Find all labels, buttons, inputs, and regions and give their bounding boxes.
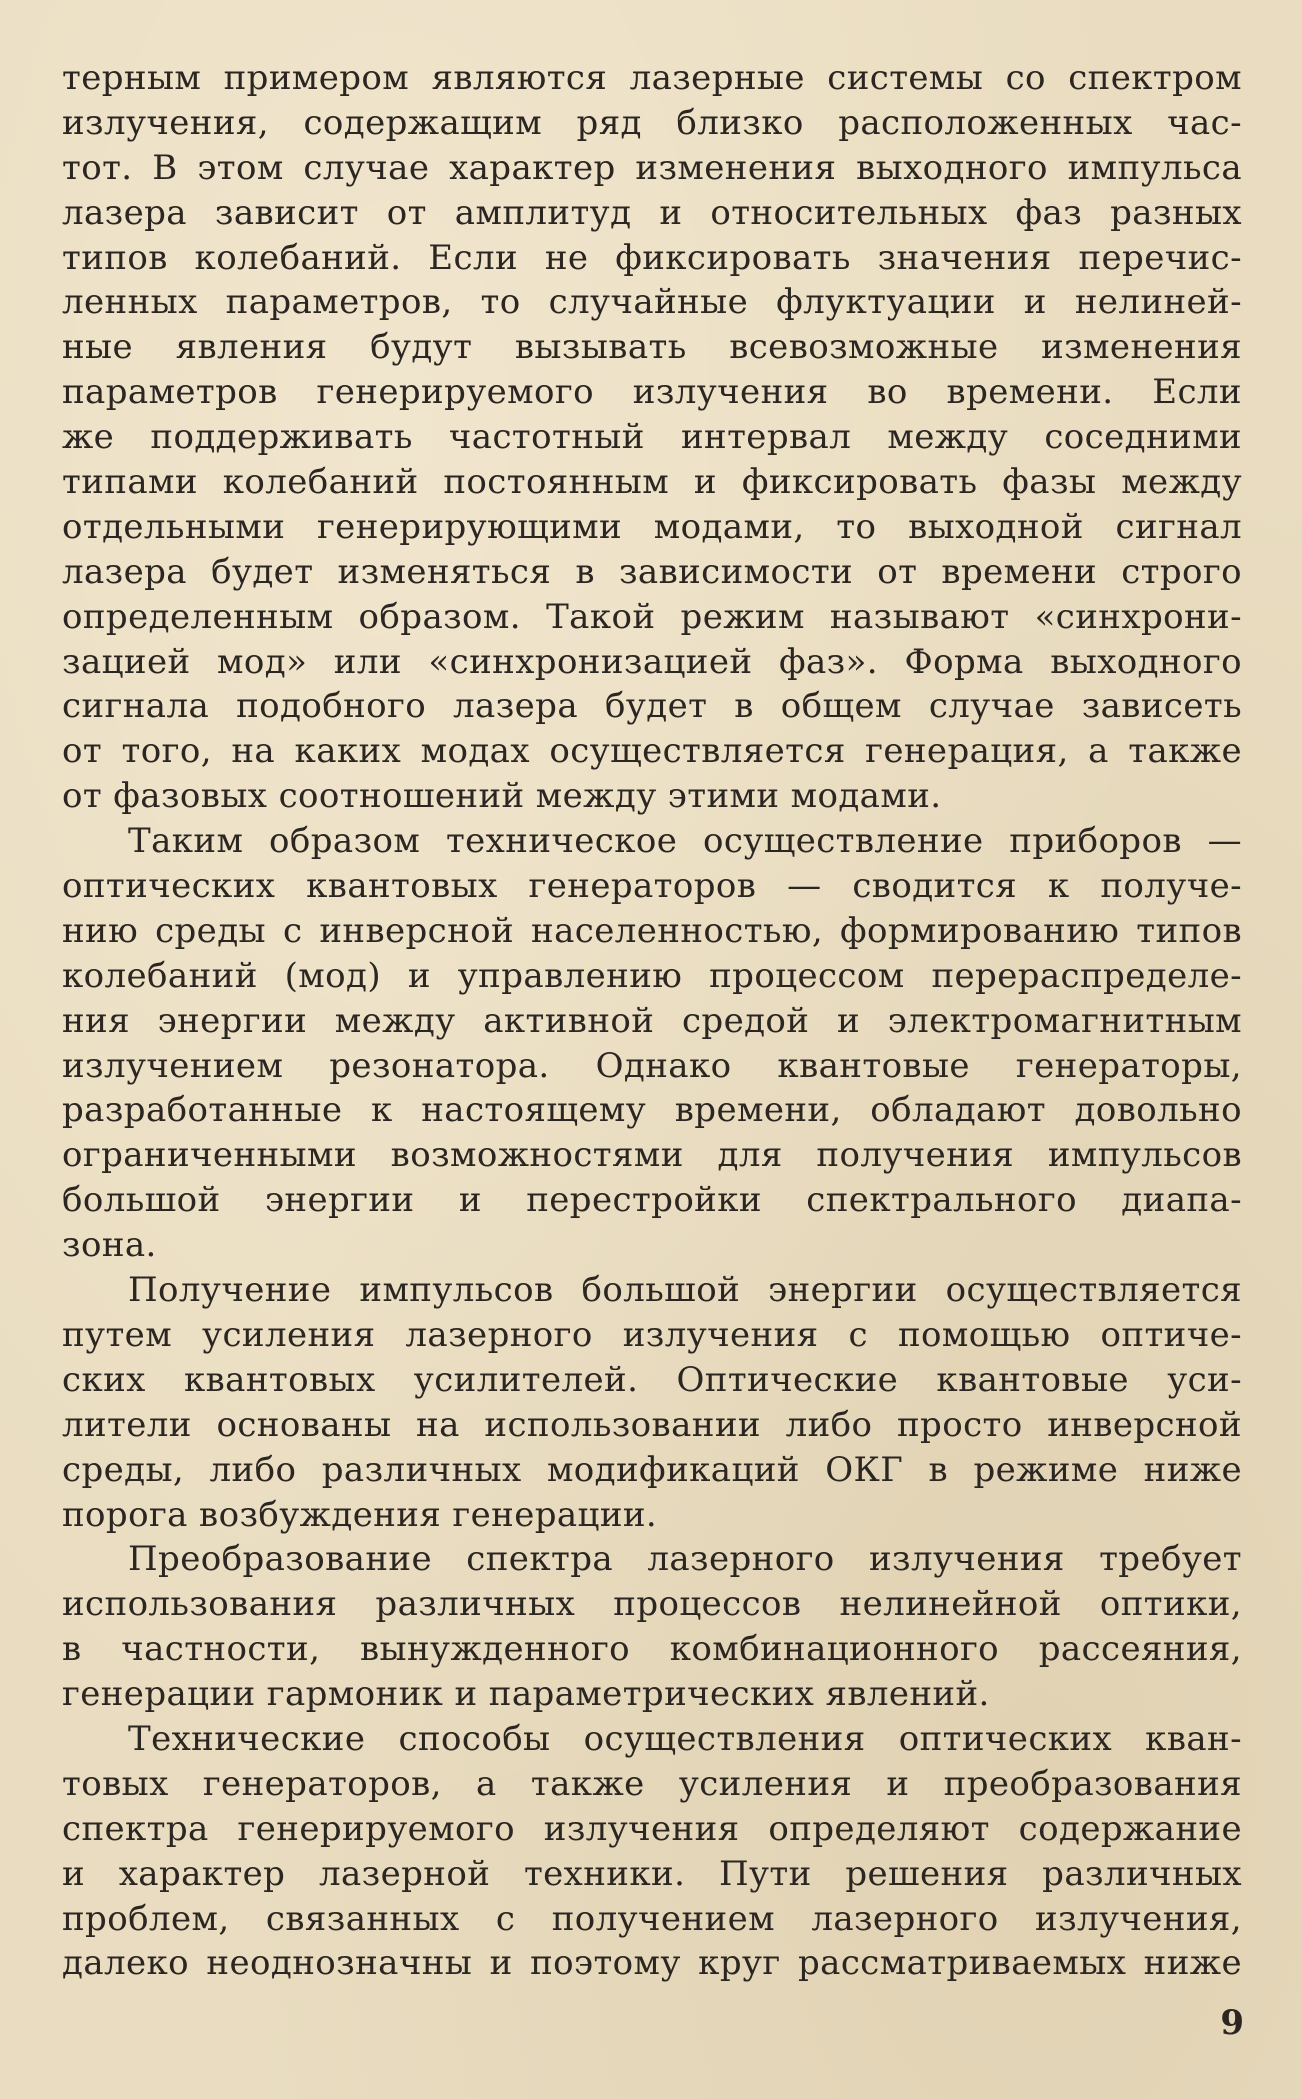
text-line: излучения, содержащим ряд близко расположенных час- <box>62 102 1242 143</box>
text-line: ния энергии между активной средой и электромагнитным <box>62 1000 1242 1041</box>
text-line: зона. <box>62 1225 157 1266</box>
text-line: нию среды с инверсной населенностью, формированию типов <box>62 910 1242 951</box>
text-line: среды, либо различных модификаций ОКГ в режиме ниже <box>62 1449 1242 1490</box>
page-body <box>62 56 1242 1986</box>
paragraph-first-line: Преобразование спектра лазерного излучения требует <box>128 1539 1242 1580</box>
text-line: отдельными генерирующими модами, то выходной сигнал <box>62 506 1242 547</box>
text-line: ских квантовых усилителей. Оптические квантовые уси- <box>62 1359 1242 1400</box>
text-line: определенным образом. Такой режим называют «синхрони- <box>62 596 1242 637</box>
text-line: лазера зависит от амплитуд и относительных фаз разных <box>62 192 1242 233</box>
text-line: путем усиления лазерного излучения с помощью оптиче- <box>62 1314 1242 1355</box>
text-line: сигнала подобного лазера будет в общем случае зависеть <box>62 686 1242 727</box>
text-line: и характер лазерной техники. Пути решения различных <box>62 1853 1242 1894</box>
text-line: же поддерживать частотный интервал между соседними <box>62 417 1242 458</box>
text-line: параметров генерируемого излучения во времени. Если <box>62 372 1242 413</box>
text-line: зацией мод» или «синхронизацией фаз». Форма выходного <box>62 641 1242 682</box>
paragraph-first-line: Получение импульсов большой энергии осуществляется <box>128 1270 1242 1311</box>
text-line: разработанные к настоящему времени, обладают довольно <box>62 1090 1242 1131</box>
paragraph-first-line: Технические способы осуществления оптических кван- <box>128 1718 1242 1759</box>
text-line: от того, на каких модах осуществляется генерация, а также <box>62 731 1242 772</box>
text-line: лители основаны на использовании либо просто инверсной <box>62 1404 1242 1445</box>
paragraph-first-line: Таким образом техническое осуществление приборов — <box>128 821 1242 862</box>
text-line: излучением резонатора. Однако квантовые генераторы, <box>62 1045 1242 1086</box>
text-line: большой энергии и перестройки спектрального диапа- <box>62 1180 1242 1221</box>
text-line: колебаний (мод) и управлению процессом перераспределе- <box>62 955 1242 996</box>
text-line: использования различных процессов нелинейной оптики, <box>62 1584 1242 1625</box>
text-line: типов колебаний. Если не фиксировать значения перечис- <box>62 237 1242 278</box>
text-line: ные явления будут вызывать всевозможные изменения <box>62 327 1242 368</box>
text-line: тот. В этом случае характер изменения выходного импульса <box>62 147 1242 188</box>
text-line: проблем, связанных с получением лазерного излучения, <box>62 1898 1242 1939</box>
text-line: ленных параметров, то случайные флуктуации и нелиней- <box>62 282 1242 323</box>
text-line: типами колебаний постоянным и фиксировать фазы между <box>62 462 1242 503</box>
text-line: терным примером являются лазерные системы со спектром <box>62 58 1242 98</box>
text-line: от фазовых соотношений между этими модами. <box>62 776 942 817</box>
text-line: товых генераторов, а также усиления и преобразования <box>62 1763 1242 1804</box>
text-line: далеко неоднозначны и поэтому круг рассматриваемых ниже <box>62 1943 1242 1984</box>
text-line: лазера будет изменяться в зависимости от времени строго <box>62 551 1242 592</box>
text-line: ограниченными возможностями для получения импульсов <box>62 1135 1242 1176</box>
page-number: 9 <box>1220 2003 1244 2043</box>
text-line: генерации гармоник и параметрических явлений. <box>62 1674 990 1715</box>
text-line: порога возбуждения генерации. <box>62 1494 658 1535</box>
text-line: оптических квантовых генераторов — сводится к получе- <box>62 866 1242 907</box>
text-line: спектра генерируемого излучения определяют содержание <box>62 1808 1242 1849</box>
text-line: в частности, вынужденного комбинационного рассеяния, <box>62 1629 1242 1670</box>
